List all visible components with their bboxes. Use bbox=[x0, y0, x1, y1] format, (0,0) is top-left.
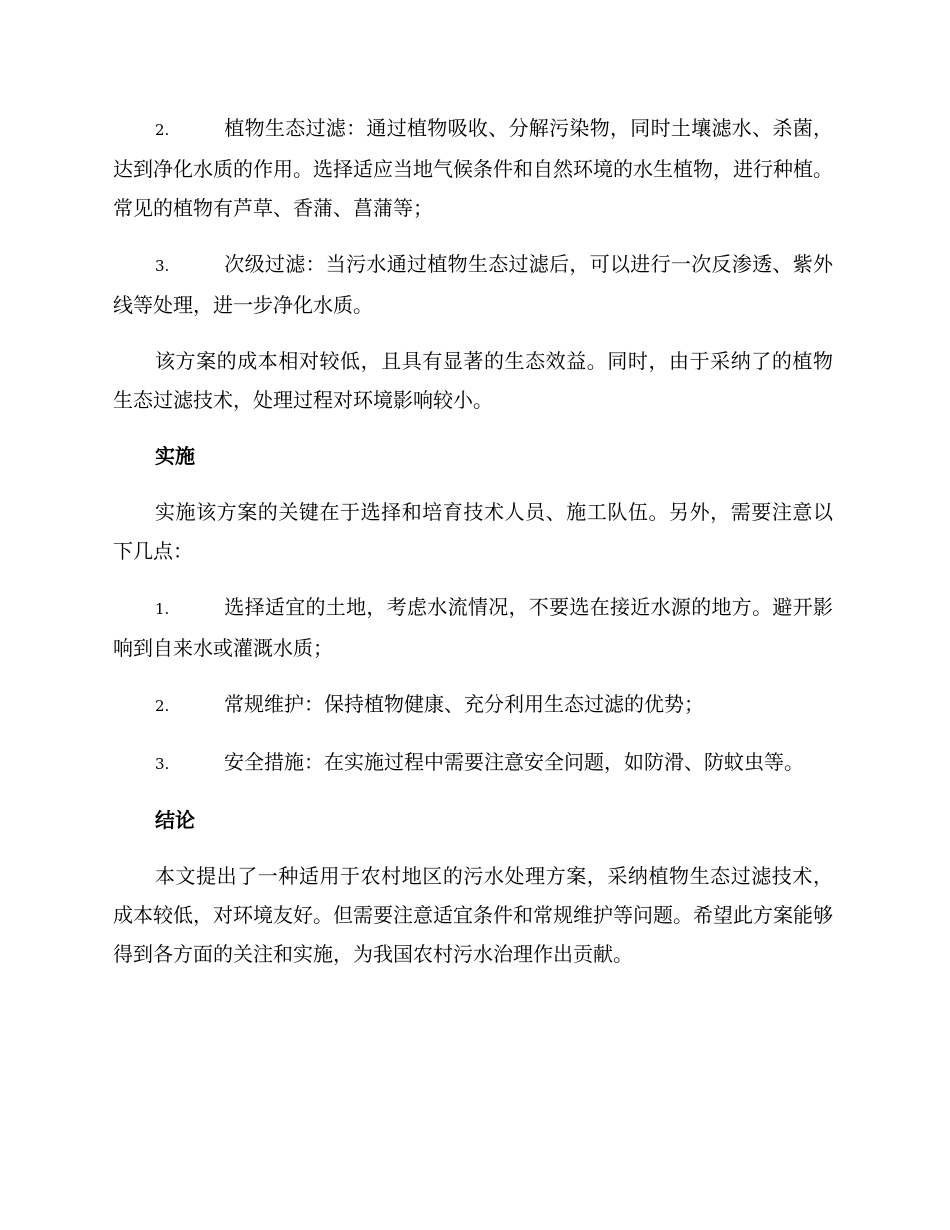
paragraph-cost: 该方案的成本相对较低，且具有显著的生态效益。同时，由于采纳了的植物生态过滤技术，处理过程对环境影响较小。 bbox=[113, 349, 833, 412]
list-item bbox=[113, 743, 833, 784]
paragraph-implementation: 实施该方案的关键在于选择和培育技术人员、施工队伍。另外，需要注意以下几点： bbox=[113, 500, 833, 563]
list-item-number: 2. bbox=[155, 697, 170, 715]
list-item bbox=[113, 685, 833, 726]
list-item-number: 3. bbox=[155, 755, 170, 773]
list-item-number: 1. bbox=[155, 600, 170, 618]
section-heading-conclusion: 结论 bbox=[155, 808, 195, 832]
paragraph-conclusion: 本文提出了一种适用于农村地区的污水处理方案，采纳植物生态过滤技术，成本较低，对环境友好。但需要注意适宜条件和常规维护等问题。希望此方案能够得到各方面的关注和实施，为我国农村污水治理作出贡献。 bbox=[113, 864, 833, 966]
list-item bbox=[113, 245, 833, 325]
list-item-text: 选择适宜的土地，考虑水流情况，不要选在接近水源的地方。避开影响到自来水或灌溉水质； bbox=[113, 595, 833, 660]
list-item-number: 3. bbox=[155, 257, 170, 275]
list-item-number: 2. bbox=[155, 121, 170, 139]
list-item-text: 常规维护：保持植物健康、充分利用生态过滤的优势； bbox=[224, 692, 704, 716]
list-item-text: 安全措施：在实施过程中需要注意安全问题，如防滑、防蚊虫等。 bbox=[224, 750, 804, 774]
list-item bbox=[113, 588, 833, 668]
list-item-text: 次级过滤：当污水通过植物生态过滤后，可以进行一次反渗透、紫外线等处理，进一步净化水质。 bbox=[113, 252, 833, 317]
section-heading-implementation: 实施 bbox=[155, 444, 195, 468]
list-item-text: 植物生态过滤：通过植物吸收、分解污染物，同时土壤滤水、杀菌，达到净化水质的作用。选择适应当地气候条件和自然环境的水生植物，进行种植。常见的植物有芦草、香蒲、菖蒲等； bbox=[113, 116, 833, 220]
document-body bbox=[113, 109, 833, 991]
list-item bbox=[113, 109, 833, 228]
